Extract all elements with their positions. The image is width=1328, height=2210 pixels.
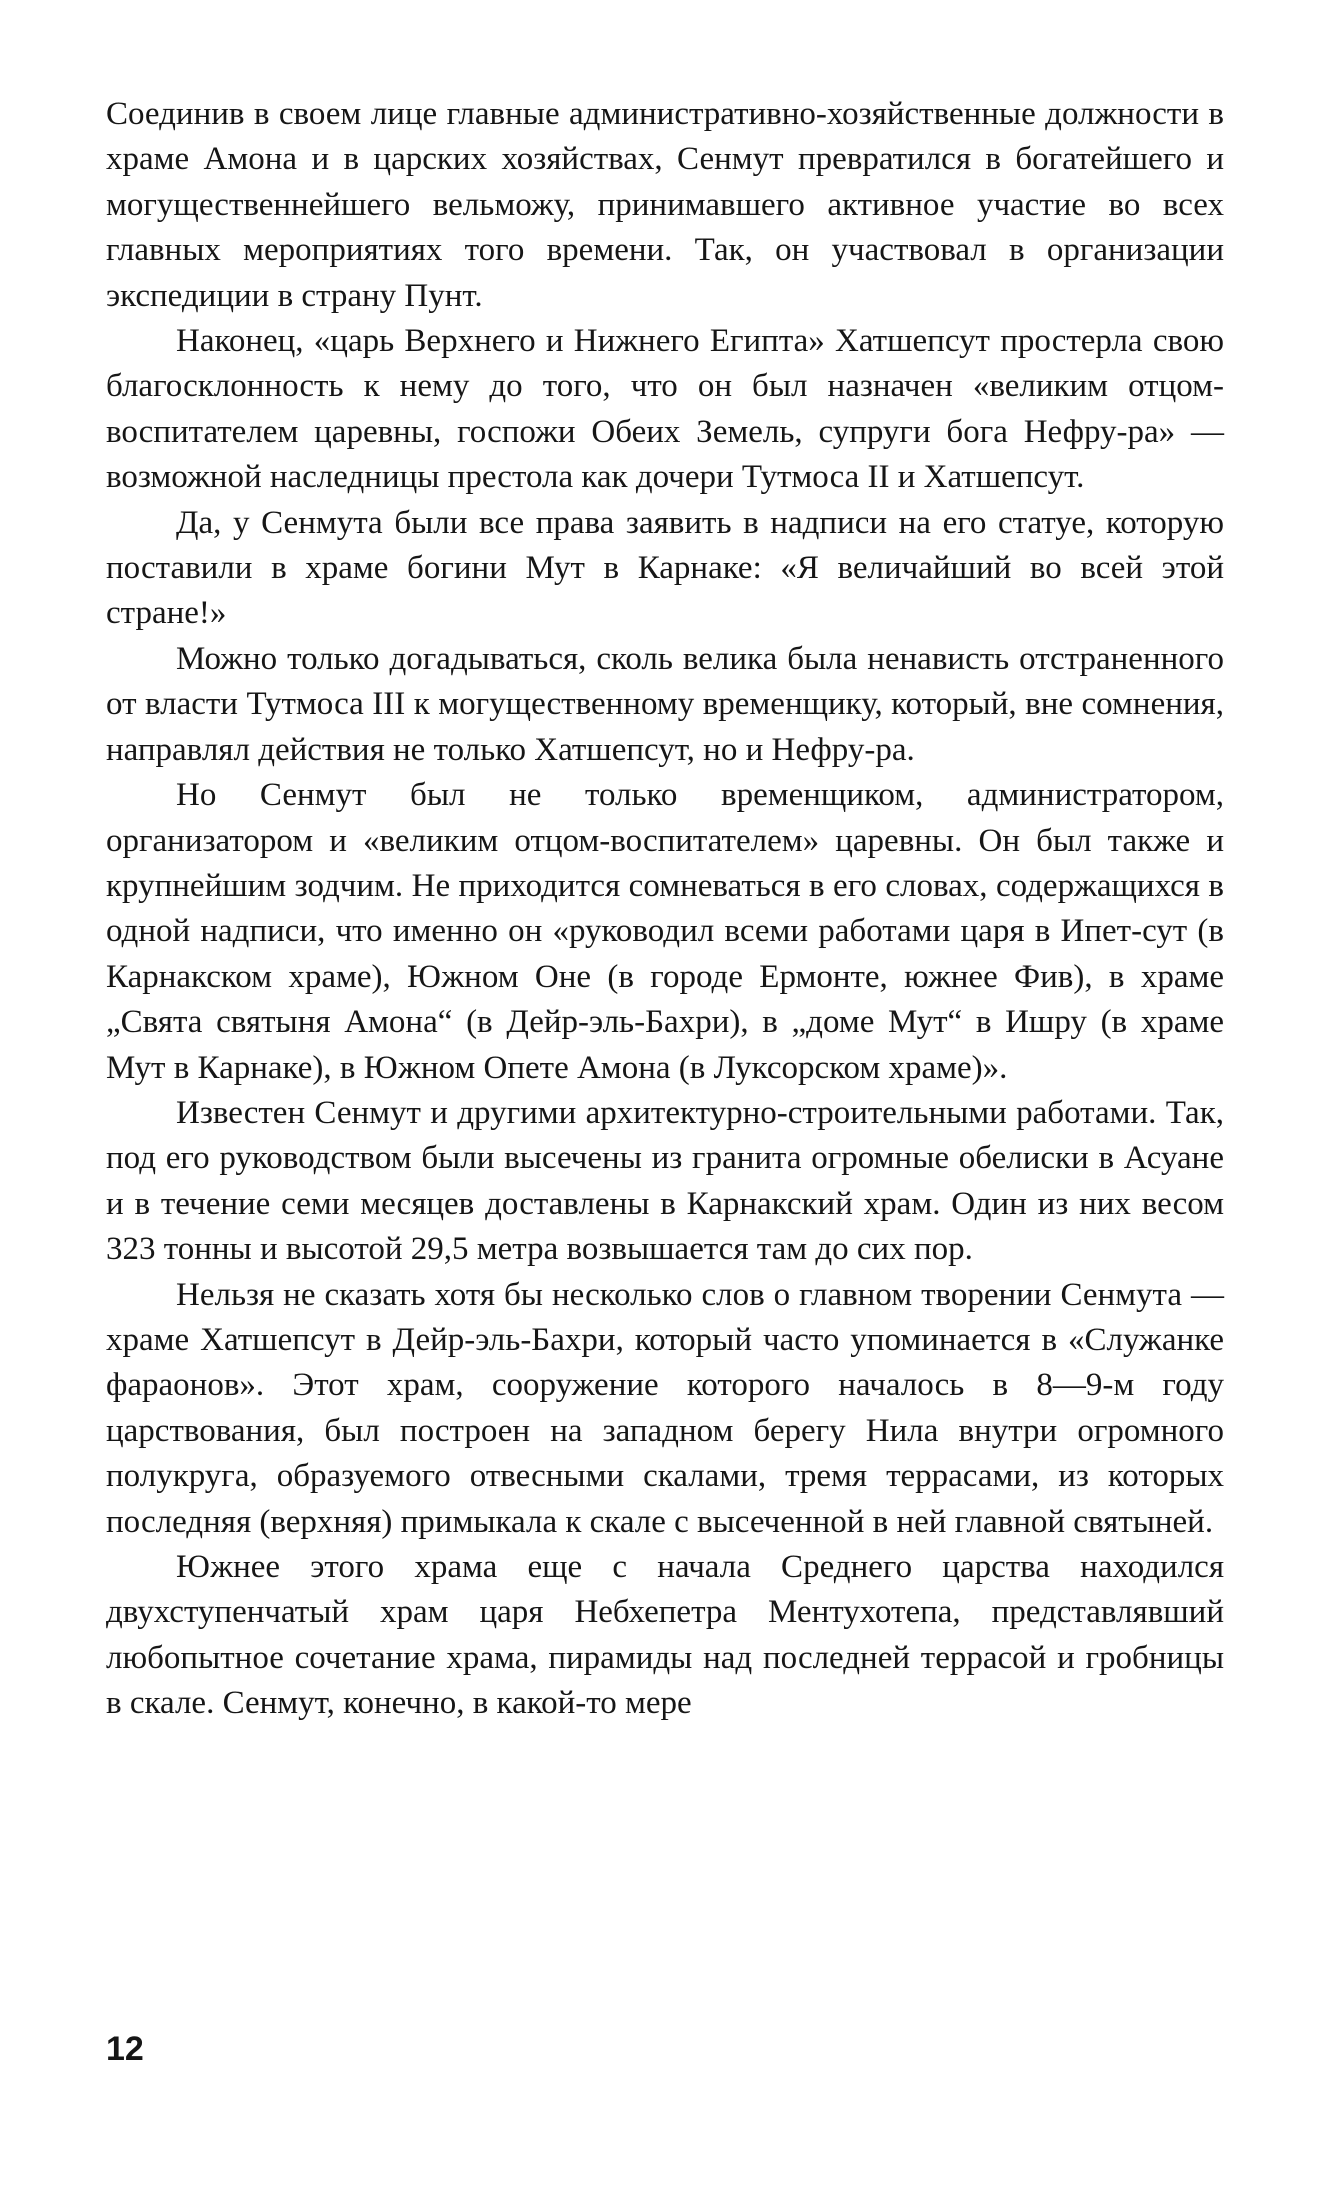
paragraph-3: Да, у Сенмута были все права заявить в надписи на его статуе, которую поставили в храме богини Мут в Карнаке: «Я величайший во всей этой стране!»: [106, 504, 1224, 632]
paragraph-5: Но Сенмут был не только временщиком, администратором, организатором и «великим отцом-воспитателем» царевны. Он был также и крупнейшим зодчим. Не приходится сомневаться в его словах, содержащихся в одной надписи, что именно он «руководил всеми работами царя в Ипет-сут (в Карнакском храме), Южном Оне (в городе Ермонте, южнее Фив), в храме „Свята святыня Амона“ (в Дейр-эль-Бахри), в „доме Мут“ в Ишру (в храме Мут в Карнаке), в Южном Опете Амона (в Луксорском храме)».: [106, 777, 1224, 1086]
paragraph-7: Нельзя не сказать хотя бы несколько слов о главном творении Сенмута — храме Хатшепсут в Дейр-эль-Бахри, который часто упоминается в «Служанке фараонов». Этот храм, сооружение которого началось в 8—9-м году царствования, был построен на западном берегу Нила внутри огромного полукруга, образуемого отвесными скалами, тремя террасами, из которых последняя (верхняя) примыкала к скале с высеченной в ней главной святыней.: [106, 1276, 1224, 1540]
paragraph-4: Можно только догадываться, сколь велика была ненависть отстраненного от власти Тутмоса III к могущественному временщику, который, вне сомнения, направлял действия не только Хатшепсут, но и Нефру-ра.: [106, 640, 1224, 768]
body-text: [106, 92, 1224, 1727]
paragraph-1: Соединив в своем лице главные административно-хозяйственные должности в храме Амона и в царских хозяйствах, Сенмут превратился в богатейшего и могущественнейшего вельможу, принимавшего активное участие во всех главных мероприятиях того времени. Так, он участвовал в организации экспедиции в страну Пунт.: [106, 96, 1224, 314]
paragraph-6: Известен Сенмут и другими архитектурно-строительными работами. Так, под его руководством были высечены из гранита огромные обелиски в Асуане и в течение семи месяцев доставлены в Карнакский храм. Один из них весом 323 тонны и высотой 29,5 метра возвышается там до сих пор.: [106, 1094, 1224, 1268]
paragraph-2: Наконец, «царь Верхнего и Нижнего Египта» Хатшепсут простерла свою благосклонность к нему до того, что он был назначен «великим отцом-воспитателем царевны, госпожи Обеих Земель, супруги бога Нефру-ра» — возможной наследницы престола как дочери Тутмоса II и Хатшепсут.: [106, 323, 1224, 496]
paragraph-8: Южнее этого храма еще с начала Среднего царства находился двухступенчатый храм царя Небхепетра Ментухотепа, представлявший любопытное сочетание храма, пирамиды над последней террасой и гробницы в скале. Сенмут, конечно, в какой-то мере: [106, 1549, 1224, 1722]
page-number: 12: [106, 2030, 144, 2068]
